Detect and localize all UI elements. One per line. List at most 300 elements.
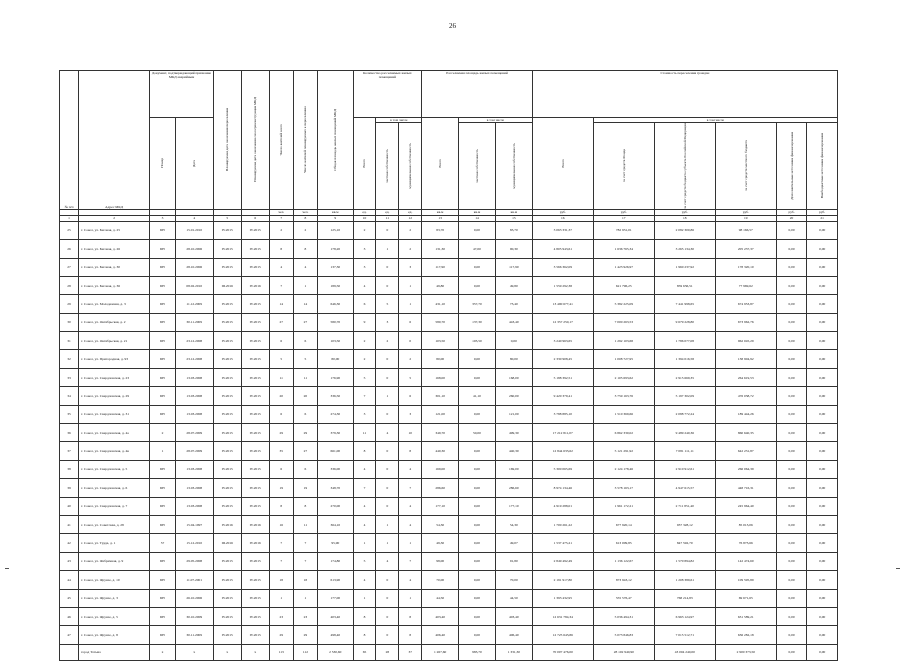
table-cell: 177,10 — [422, 497, 459, 515]
table-cell: 0 — [376, 589, 399, 607]
table-cell: 169,00 — [422, 460, 459, 478]
table-cell: 677 920,14 — [593, 515, 654, 533]
table-cell: 403,40 — [422, 607, 459, 625]
total-cell: 0,00 — [776, 644, 807, 660]
table-cell: 0,00 — [459, 258, 496, 276]
table-cell: 0,00 — [807, 258, 838, 276]
table-cell: 0 — [376, 368, 399, 386]
col-cost-extra-header: Дополнительные источники финансирования — [776, 123, 807, 210]
table-cell: 177,00 — [317, 589, 353, 607]
table-cell: БН — [150, 240, 175, 258]
total-cell: 70 007 476,00 — [532, 644, 593, 660]
table-cell: 7 — [269, 276, 293, 294]
table-cell: 1 — [376, 534, 399, 552]
table-cell: 23.12.2008 — [175, 350, 213, 368]
table-cell: IV.2015 — [241, 240, 269, 258]
table-cell: 14 — [293, 295, 317, 313]
table-cell: 2 — [376, 332, 399, 350]
table-cell: 98 166,57 — [715, 221, 776, 239]
address-cell: г. Сокол, ул. Свердловская, д. 5 — [79, 460, 150, 478]
table-cell: 2 — [399, 240, 422, 258]
address-cell: г. Сокол, ул. Беговая, д. 26 — [79, 240, 150, 258]
table-cell: 937 328,12 — [654, 515, 715, 533]
table-cell: 4 — [353, 460, 376, 478]
table-cell: БН — [150, 515, 175, 533]
table-cell: IV.2015 — [241, 258, 269, 276]
table-cell: 0,00 — [776, 479, 807, 497]
table-cell: 28.07.2009 — [175, 424, 213, 442]
table-cell: 44,50 — [422, 589, 459, 607]
table-cell: 0,00 — [459, 479, 496, 497]
table-cell: 45 — [60, 589, 79, 607]
table-cell: 7 441 998,65 — [654, 295, 715, 313]
table-cell: БН — [150, 589, 175, 607]
table-cell: 0,00 — [807, 295, 838, 313]
total-cell: 0,00 — [807, 644, 838, 660]
table-cell: 1 008 727,95 — [593, 350, 654, 368]
table-row — [60, 460, 838, 478]
table-cell: 131,30 — [422, 240, 459, 258]
table-cell: 0,00 — [776, 534, 807, 552]
table-cell: 0,00 — [807, 276, 838, 294]
table-cell: 168,00 — [495, 368, 532, 386]
page-number: 26 — [449, 22, 456, 30]
table-cell: 76 873,66 — [715, 534, 776, 552]
table-row — [60, 387, 838, 405]
table-cell: 32 — [60, 350, 79, 368]
table-cell: 35 — [60, 405, 79, 423]
table-cell: 3 063 331,37 — [532, 221, 593, 239]
table-cell: БН — [150, 571, 175, 589]
table-cell: 0,00 — [776, 332, 807, 350]
table-cell: 1 — [376, 387, 399, 405]
table-cell: 2 — [293, 221, 317, 239]
table-cell: 406,40 — [422, 626, 459, 644]
table-cell: 42 — [60, 534, 79, 552]
total-label: город Тотьма — [79, 644, 150, 660]
col-count-private-header: частная собственность — [376, 123, 399, 210]
table-cell: 443,40 — [495, 313, 532, 331]
table-cell: 264 619,53 — [715, 368, 776, 386]
table-cell: 142 474,60 — [715, 552, 776, 570]
table-cell: 3 240 963,65 — [532, 332, 593, 350]
table-cell: 0 — [376, 405, 399, 423]
total-cell: 28 — [376, 644, 399, 660]
table-cell: 178 320,10 — [715, 258, 776, 276]
table-cell: 403,40 — [317, 607, 353, 625]
table-cell: 4 — [376, 552, 399, 570]
table-cell: 962 045,29 — [715, 332, 776, 350]
table-cell: 8 974 134,46 — [532, 479, 593, 497]
table-cell: 80,00 — [495, 350, 532, 368]
table-cell: 29 — [269, 626, 293, 644]
table-cell: IV.2015 — [213, 552, 241, 570]
table-cell: IV.2015 — [213, 368, 241, 386]
table-cell: 31 — [60, 332, 79, 350]
address-cell: г. Сокол, ул. Молодежная, д. 3 — [79, 295, 150, 313]
table-cell: 36 — [60, 424, 79, 442]
table-cell: IV.2015 — [213, 405, 241, 423]
table-cell: 7 — [353, 479, 376, 497]
total-cell: x — [241, 644, 269, 660]
table-cell: 6 — [269, 460, 293, 478]
table-cell: 6 963 124,97 — [654, 607, 715, 625]
table-cell: 13.03.2008 — [175, 479, 213, 497]
table-cell: 3 — [399, 405, 422, 423]
table-cell: 47,00 — [459, 240, 496, 258]
table-cell: БН — [150, 276, 175, 294]
table-cell: 137,30 — [317, 258, 353, 276]
table-cell: IV.2015 — [213, 497, 241, 515]
table-cell: 47 — [60, 626, 79, 644]
table-cell: IV.2015 — [213, 589, 241, 607]
table-cell: 266 064,39 — [715, 460, 776, 478]
table-cell: 0,00 — [776, 350, 807, 368]
table-cell: 0,00 — [807, 571, 838, 589]
table-cell: 3 578 163,17 — [593, 479, 654, 497]
table-cell: IV.2015 — [213, 626, 241, 644]
table-cell: 4 — [293, 258, 317, 276]
address-cell: г. Сокол, ул. Беговая, д. 30 — [79, 258, 150, 276]
table-cell: 39 — [60, 479, 79, 497]
table-cell: 5 — [353, 552, 376, 570]
table-cell: 4 — [353, 515, 376, 533]
table-cell: 0,00 — [776, 405, 807, 423]
table-cell: 2 — [269, 221, 293, 239]
table-cell: 205 237,37 — [715, 240, 776, 258]
table-cell: 301,10 — [422, 387, 459, 405]
table-cell: БН — [150, 221, 175, 239]
table-cell: 555 576,47 — [593, 589, 654, 607]
table-cell: 0,00 — [459, 350, 496, 368]
table-cell: 1 — [293, 276, 317, 294]
address-cell: г. Сокол, ул. Свердловская, д. 7 — [79, 497, 150, 515]
table-cell: 46 — [60, 607, 79, 625]
table-cell: 29 — [293, 424, 317, 442]
table-cell: 3 566 362,09 — [532, 258, 593, 276]
table-cell: III.2016 — [213, 534, 241, 552]
col-planned-end-header: Планируемая дата окончания переселения — [213, 71, 241, 210]
relocation-table-wrapper — [59, 70, 838, 661]
table-cell: 476 038,72 — [715, 387, 776, 405]
table-cell: 768 214,83 — [654, 589, 715, 607]
table-cell: 2 — [399, 221, 422, 239]
col-area-total-header: Всего — [422, 118, 459, 210]
table-cell: 782 931,01 — [593, 221, 654, 239]
table-cell: БН — [150, 497, 175, 515]
table-cell: 121,00 — [422, 405, 459, 423]
table-cell: IV.2016 — [213, 515, 241, 533]
table-cell: 0,00 — [459, 571, 496, 589]
col-residents-total-header: Число жителей всего — [269, 71, 293, 210]
table-cell: 260,00 — [495, 387, 532, 405]
table-cell: 0,00 — [807, 497, 838, 515]
column-numbers-row: 1 2 3 4 5 6 7 8 9 10 11 12 13 14 15 16 17 18 19 20 21 — [60, 215, 838, 221]
table-cell: 37 — [60, 442, 79, 460]
table-cell: IV.2015 — [213, 295, 241, 313]
table-cell: 5 197 302,09 — [654, 387, 715, 405]
table-cell: IV.2015 — [241, 221, 269, 239]
table-cell: 40 — [60, 497, 79, 515]
table-cell: 7 — [399, 552, 422, 570]
table-cell: 15.01.2010 — [175, 221, 213, 239]
table-cell: 29.05.2008 — [175, 552, 213, 570]
table-cell: БН — [150, 405, 175, 423]
table-cell: 1 394 016,58 — [654, 350, 715, 368]
table-cell: 7 — [293, 552, 317, 570]
table-cell: 621 796,25 — [593, 276, 654, 294]
table-cell: 4 — [399, 460, 422, 478]
table-cell: 0,00 — [459, 534, 496, 552]
table-cell: 27 — [293, 442, 317, 460]
table-cell: 0,00 — [807, 589, 838, 607]
table-cell: 0,00 — [776, 626, 807, 644]
table-cell: 0,00 — [807, 515, 838, 533]
address-cell: г. Сокол, ул. Пригородная, д. 93 — [79, 350, 150, 368]
table-cell: IV.2015 — [213, 313, 241, 331]
table-cell: 27 — [60, 258, 79, 276]
table-cell: 2 — [150, 424, 175, 442]
table-cell: 103,50 — [422, 332, 459, 350]
table-cell: 0 — [376, 350, 399, 368]
table-row — [60, 515, 838, 533]
table-cell: 364,10 — [317, 515, 353, 533]
total-cell: 43 004 240,00 — [654, 644, 715, 660]
table-cell: IV.2015 — [241, 368, 269, 386]
total-cell: 983,70 — [459, 644, 496, 660]
table-cell: 0,00 — [807, 368, 838, 386]
table-cell: 7 — [269, 534, 293, 552]
table-cell: 69 671,65 — [715, 589, 776, 607]
table-cell: IV.2015 — [213, 387, 241, 405]
table-cell: 0,00 — [807, 442, 838, 460]
table-cell: 4 — [376, 424, 399, 442]
table-cell: 13 490 677,41 — [532, 295, 593, 313]
cost-group-header: Стоимость переселения граждан — [532, 71, 837, 118]
table-cell: 0,00 — [776, 240, 807, 258]
table-cell: 0,00 — [776, 295, 807, 313]
table-cell: 847 592,70 — [654, 534, 715, 552]
table-cell: 0,00 — [776, 607, 807, 625]
table-cell: 2 — [353, 332, 376, 350]
table-cell: 0,00 — [807, 332, 838, 350]
table-cell: IV.2015 — [241, 479, 269, 497]
table-cell: 499,30 — [495, 424, 532, 442]
table-cell: 8 — [293, 497, 317, 515]
col-rownum-header: № п/п — [60, 71, 79, 210]
table-cell: 7 — [269, 552, 293, 570]
table-cell: 1 786 077,08 — [654, 332, 715, 350]
table-cell: 0,00 — [459, 368, 496, 386]
table-cell: 274,30 — [317, 405, 353, 423]
table-cell: 5 — [269, 350, 293, 368]
col-cost-regional-header: за счет средств бюджета субъекта Российской Федерации — [654, 123, 715, 210]
table-cell: 30.10.2009 — [175, 607, 213, 625]
table-cell: 27 — [293, 313, 317, 331]
table-cell: 9 489 240,36 — [654, 424, 715, 442]
col-address-header: Адрес МКД — [79, 71, 150, 210]
table-cell: 4 — [399, 497, 422, 515]
table-cell: IV.2015 — [213, 240, 241, 258]
table-cell: 4 919 288,01 — [532, 497, 593, 515]
table-cell: 25 — [60, 221, 79, 239]
table-cell: 176,90 — [317, 368, 353, 386]
address-cell: г. Сокол, ул. Фрунзе, д. 3 — [79, 589, 150, 607]
table-cell: 7 000 263,53 — [593, 313, 654, 331]
table-cell: 2 910 912,61 — [654, 460, 715, 478]
table-cell: 3 — [353, 405, 376, 423]
table-cell: 28.07.2009 — [175, 442, 213, 460]
table-cell: 11 — [353, 424, 376, 442]
table-cell: 44 — [60, 571, 79, 589]
table-cell: 1 423 926,97 — [593, 258, 654, 276]
col-cost-fund-header: за счет средств Фонда — [593, 123, 654, 210]
table-cell: 49,80 — [495, 276, 532, 294]
table-cell: 0,00 — [459, 589, 496, 607]
table-cell: 26.10.2006 — [175, 589, 213, 607]
table-cell: 13.03.2008 — [175, 497, 213, 515]
address-cell: г. Сокол, ул. Советская, д. 28 — [79, 515, 150, 533]
table-cell: 2 191 917,80 — [532, 571, 593, 589]
cost-incl-header: в том числе — [593, 118, 837, 123]
table-cell: 34 — [60, 387, 79, 405]
table-cell: 0,00 — [459, 626, 496, 644]
table-cell: 357,70 — [459, 295, 496, 313]
table-cell: 0,00 — [459, 607, 496, 625]
table-cell: 613 009,85 — [593, 534, 654, 552]
table-cell: IV.2015 — [213, 571, 241, 589]
table-cell: 0,00 — [776, 368, 807, 386]
table-cell: БН — [150, 368, 175, 386]
table-cell: 23 — [293, 607, 317, 625]
table-cell: 5 300 065,69 — [532, 460, 593, 478]
table-row — [60, 607, 838, 625]
table-cell: 0,00 — [807, 552, 838, 570]
table-cell: 80,00 — [317, 350, 353, 368]
table-cell: 873 943,12 — [593, 571, 654, 589]
table-cell: 27 — [269, 313, 293, 331]
table-cell: 26 — [60, 240, 79, 258]
table-cell: 23 — [269, 607, 293, 625]
table-cell: 2 088 772,24 — [654, 405, 715, 423]
table-cell: 245 964,40 — [715, 497, 776, 515]
total-cell: x — [150, 644, 175, 660]
col-area-private-header: частная собственность — [459, 123, 496, 210]
area-group-header: Расселяемая площадь жилых помещений — [422, 71, 533, 118]
total-cell: x — [175, 644, 213, 660]
table-cell: 137,30 — [459, 313, 496, 331]
table-cell: 11 — [293, 515, 317, 533]
table-cell: 1 559 292,38 — [532, 276, 593, 294]
table-row — [60, 405, 838, 423]
table-cell: 3 — [353, 240, 376, 258]
table-cell: 2 849 492,49 — [532, 552, 593, 570]
table-cell: 177,10 — [495, 497, 532, 515]
table-cell: 0 — [376, 442, 399, 460]
table-cell: IV.2015 — [241, 332, 269, 350]
table-cell: 1 961 172,21 — [593, 497, 654, 515]
table-cell: 20 — [269, 387, 293, 405]
table-cell: 403,40 — [495, 607, 532, 625]
table-cell: 1 — [399, 534, 422, 552]
table-cell: 0,00 — [459, 460, 496, 478]
table-cell: БН — [150, 350, 175, 368]
table-cell: 14 — [269, 295, 293, 313]
table-cell: 57 — [150, 534, 175, 552]
table-cell: БН — [150, 258, 175, 276]
table-cell: 0,00 — [459, 552, 496, 570]
table-cell: 1 636 765,34 — [593, 240, 654, 258]
table-cell: 117,90 — [495, 258, 532, 276]
address-cell: г. Сокол, ул. Свердловская, д. 23 — [79, 368, 150, 386]
table-cell: 5 — [293, 350, 317, 368]
total-cell: 28 102 940,90 — [593, 644, 654, 660]
table-cell: 270,00 — [317, 497, 353, 515]
table-cell: 15.12.2010 — [175, 534, 213, 552]
table-cell: IV.2015 — [241, 405, 269, 423]
table-cell: 5 — [399, 368, 422, 386]
table-row — [60, 332, 838, 350]
table-cell: 1 — [150, 442, 175, 460]
table-cell: 6 — [269, 332, 293, 350]
table-cell: 4 — [353, 571, 376, 589]
table-cell: 11.07.2001 — [175, 571, 213, 589]
table-cell: IV.2016 — [241, 276, 269, 294]
table-cell: 11.12.2009 — [175, 295, 213, 313]
table-cell: БН — [150, 552, 175, 570]
table-cell: IV.2015 — [241, 350, 269, 368]
table-cell: 6 — [293, 332, 317, 350]
col-total-area-header: Общая площадь жилых помещений МКД — [317, 71, 353, 210]
table-cell: 8 — [399, 626, 422, 644]
table-cell: 4 805 943,61 — [532, 240, 593, 258]
table-cell: IV.2015 — [241, 460, 269, 478]
table-cell: IV.2015 — [241, 313, 269, 331]
table-cell: 0,00 — [776, 276, 807, 294]
table-cell: 0,00 — [807, 626, 838, 644]
table-cell: 0,00 — [776, 497, 807, 515]
table-cell: 109 595,89 — [715, 571, 776, 589]
table-row — [60, 276, 838, 294]
table-cell: IV.2015 — [241, 626, 269, 644]
table-cell: IV.2015 — [241, 387, 269, 405]
table-cell: 613,90 — [317, 571, 353, 589]
table-cell: 12 357 250,17 — [532, 313, 593, 331]
table-cell: 70,00 — [422, 571, 459, 589]
table-cell: 7 015 512,71 — [654, 626, 715, 644]
table-cell: 498,40 — [317, 626, 353, 644]
table-cell: 18 — [269, 571, 293, 589]
table-cell: 2 330 908,45 — [532, 350, 593, 368]
table-cell: 4 — [269, 258, 293, 276]
relocation-table — [59, 70, 838, 661]
table-cell: 631 589,21 — [715, 607, 776, 625]
table-cell: 41 — [60, 515, 79, 533]
table-cell: 8 — [353, 607, 376, 625]
col-cost-extra2-header: Внебюджетные источники финансирования — [807, 123, 838, 210]
table-cell: 0 — [376, 479, 399, 497]
table-cell: 54,30 — [422, 515, 459, 533]
table-cell: IV.2015 — [241, 424, 269, 442]
table-row — [60, 258, 838, 276]
table-cell: 0 — [376, 497, 399, 515]
table-cell: 6 — [353, 295, 376, 313]
col-count-total-header: Всего — [353, 118, 376, 210]
table-cell: 23.12.2008 — [175, 332, 213, 350]
table-cell: 17 212 811,07 — [532, 424, 593, 442]
table-cell: 8 — [399, 442, 422, 460]
table-cell: 0,00 — [807, 387, 838, 405]
